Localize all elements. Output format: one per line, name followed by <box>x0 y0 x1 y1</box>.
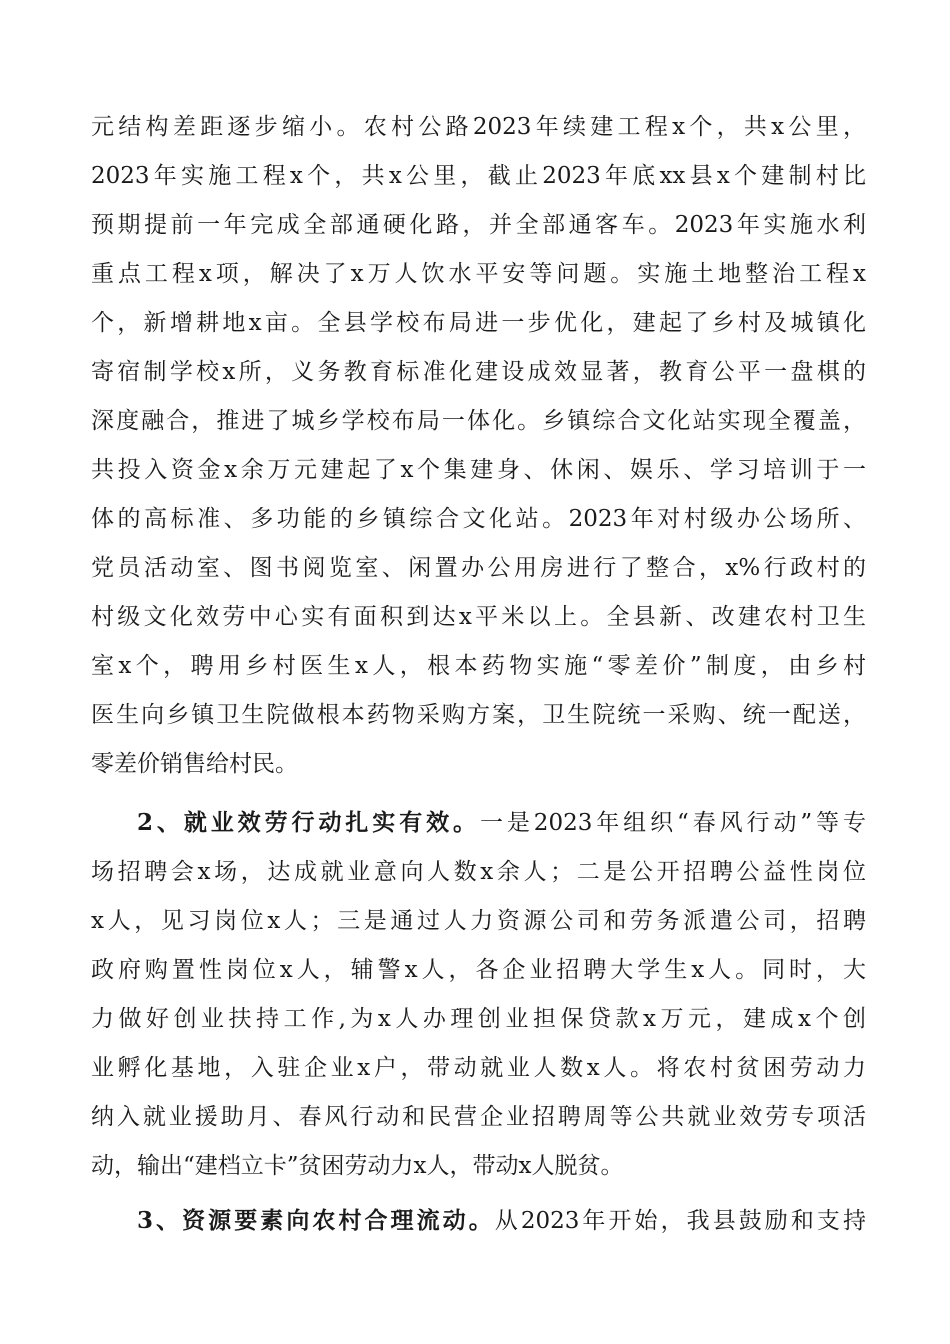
text-line: 场招聘会x场，达成就业意向人数x余人；二是公开招聘公益性岗位 <box>91 859 866 885</box>
text-line: 预期提前一年完成全部通硬化路，并全部通客车。2023年实施水利 <box>91 212 866 238</box>
text-line: x人，见习岗位x人；三是通过人力资源公司和劳务派遣公司，招聘 <box>91 908 866 934</box>
text-line: 室x个，聘用乡村医生x人，根本药物实施“零差价”制度，由乡村 <box>91 653 866 679</box>
paragraph-first-line <box>137 1206 866 1236</box>
text-line: 纳入就业援助月、春风行动和民营企业招聘周等公共就业效劳专项活 <box>91 1104 866 1130</box>
text-line: 党员活动室、图书阅览室、闲置办公用房进行了整合，x%行政村的 <box>91 555 866 581</box>
text-line: 动，输出“建档立卡”贫困劳动力x人，带动x人脱贫。 <box>91 1153 624 1179</box>
text-line: 重点工程x项，解决了x万人饮水平安等问题。实施土地整治工程x <box>91 261 866 287</box>
paragraph-heading: 3、资源要素向农村合理流动。 <box>137 1207 495 1234</box>
text-line: 政府购置性岗位x人，辅警x人，各企业招聘大学生x人。同时，大 <box>91 957 866 983</box>
paragraph-first-line <box>137 808 866 838</box>
paragraph-heading: 2、就业效劳行动扎实有效。 <box>137 809 480 836</box>
text-line: 元结构差距逐步缩小。农村公路2023年续建工程x个，共x公里， <box>91 114 866 140</box>
text-line: 体的高标准、多功能的乡镇综合文化站。2023年对村级办公场所、 <box>91 506 866 532</box>
text-line: 共投入资金x余万元建起了x个集建身、休闲、娱乐、学习培训于一 <box>91 457 866 483</box>
text-line: 村级文化效劳中心实有面积到达x平米以上。全县新、改建农村卫生 <box>91 604 866 630</box>
text-line: 2023年实施工程x个，共x公里，截止2023年底xx县x个建制村比 <box>91 163 866 189</box>
paragraph-text: 从2023年开始，我县鼓励和支持 <box>494 1208 866 1234</box>
text-line: 业孵化基地，入驻企业x户，带动就业人数x人。将农村贫困劳动力 <box>91 1055 866 1081</box>
text-line: 医生向乡镇卫生院做根本药物采购方案，卫生院统一采购、统一配送， <box>91 702 866 728</box>
paragraph-text: 一是2023年组织“春风行动”等专 <box>479 810 866 836</box>
text-line: 零差价销售给村民。 <box>91 751 298 777</box>
text-line: 深度融合，推进了城乡学校布局一体化。乡镇综合文化站实现全覆盖， <box>91 408 866 434</box>
text-line: 个，新增耕地x亩。全县学校布局进一步优化，建起了乡村及城镇化 <box>91 310 866 336</box>
text-line: 寄宿制学校x所，义务教育标准化建设成效显著，教育公平一盘棋的 <box>91 359 866 385</box>
text-line: 力做好创业扶持工作,为x人办理创业担保贷款x万元，建成x个创 <box>91 1006 866 1032</box>
